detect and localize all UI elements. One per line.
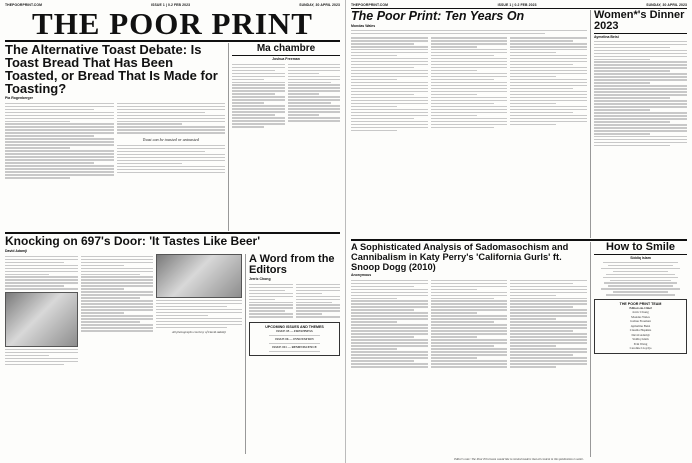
team-member: Jerric Chong: [632, 310, 649, 315]
right-page-header: [351, 3, 687, 7]
team-member: Claudia Hopkins: [629, 328, 652, 333]
upcoming-item: ISSUE #6 — INNOVATION: [275, 337, 314, 342]
lead-col-2: [117, 101, 226, 180]
lead-headline: The Alternative Toast Debate: Is Toast Bread That Has Been Toasted, or Bread That Is Made for Toasting?: [5, 42, 218, 96]
photo-caption: All photographs courtesy of David Adamji: [171, 329, 227, 334]
team-member: Aymelina Beisi: [630, 323, 651, 328]
lead-pull-quote: Toast can be toasted or untoasted: [142, 136, 199, 142]
team-title: THE POOR PRINT TEAM: [619, 301, 662, 306]
site-url: THEPOORPRINT.COM: [351, 3, 389, 7]
issue-info: ISSUE 1 | 0.2 FEB 2023: [151, 3, 191, 7]
word-author: Jerric Chong: [249, 277, 271, 281]
dinner-article: [594, 10, 687, 238]
team-member: Siddiq Islam: [632, 337, 649, 342]
smile-headline: How to Smile: [605, 241, 676, 253]
smile-article: [594, 242, 687, 457]
article2-headline: Knocking on 697's Door: 'It Tastes Like Beer': [5, 234, 261, 248]
word-headline: A Word from the Editors: [249, 253, 335, 276]
masthead: THE POOR PRINT: [32, 6, 313, 41]
team-member: Caroline Lloydjo: [629, 346, 652, 351]
article2-author: David Adamji: [5, 249, 28, 253]
side-headline: Ma chambre: [256, 43, 316, 54]
team-member: Mondas Wales: [631, 314, 650, 319]
article2-body: [5, 254, 153, 454]
issue-info: ISSUE 1 | 0.2 FEB 2023: [497, 3, 537, 7]
team-member: Erin Wang: [633, 341, 648, 346]
beer-photo: [156, 254, 242, 298]
smile-author: Siddiq Islam: [630, 256, 651, 260]
team-member: David Adamji: [631, 332, 650, 337]
side-col-1: [232, 62, 285, 129]
sado-headline: A Sophisticated Analysis of Sadomasochism and Cannibalism in Katy Perry's 'California Gurls' ft. Snoop Dogg (2010): [351, 242, 569, 272]
upcoming-item: ISSUE #5 — FRESHNESS: [276, 329, 313, 334]
lead-article: [5, 43, 225, 231]
side-author: Joshua Freeman: [272, 57, 300, 61]
word-from-editors: [249, 254, 340, 454]
side-col-2: [288, 62, 341, 129]
team-box: [594, 299, 687, 354]
feature-author: Mondas Wales: [351, 24, 376, 28]
dinner-headline: Women*'s Dinner 2023: [594, 9, 685, 32]
lead-col-1: [5, 101, 114, 180]
issue-date: SUNDAY, 30 APRIL 2023: [646, 3, 687, 7]
upcoming-item: ISSUE #11 — REMINISCENCE: [272, 345, 317, 350]
upcoming-box: [249, 322, 340, 356]
sado-author: Anonymous: [351, 273, 372, 277]
article2-photo: [5, 292, 78, 347]
issue-date: SUNDAY, 30 APRIL 2023: [299, 3, 340, 7]
team-member: Editors-in-Chief: [629, 305, 652, 310]
editor-note: Editor's note: The Poor Print team would like to remind readers that all content in this publication is satire.: [454, 457, 584, 461]
article2-side: [156, 254, 242, 454]
site-url: THEPOORPRINT.COM: [5, 3, 43, 7]
sado-article: [351, 242, 587, 457]
lead-author: Pia Rogenberger: [5, 96, 34, 100]
feature-article: [351, 10, 587, 238]
feature-headline: The Poor Print: Ten Years On: [351, 9, 525, 23]
dinner-author: Aymelina Beisi: [594, 35, 619, 39]
right-page: [346, 0, 692, 463]
team-member: Joshua Freeman: [630, 319, 651, 324]
upcoming-title: UPCOMING ISSUES AND THEMES: [265, 325, 324, 330]
side-article: [232, 43, 340, 231]
